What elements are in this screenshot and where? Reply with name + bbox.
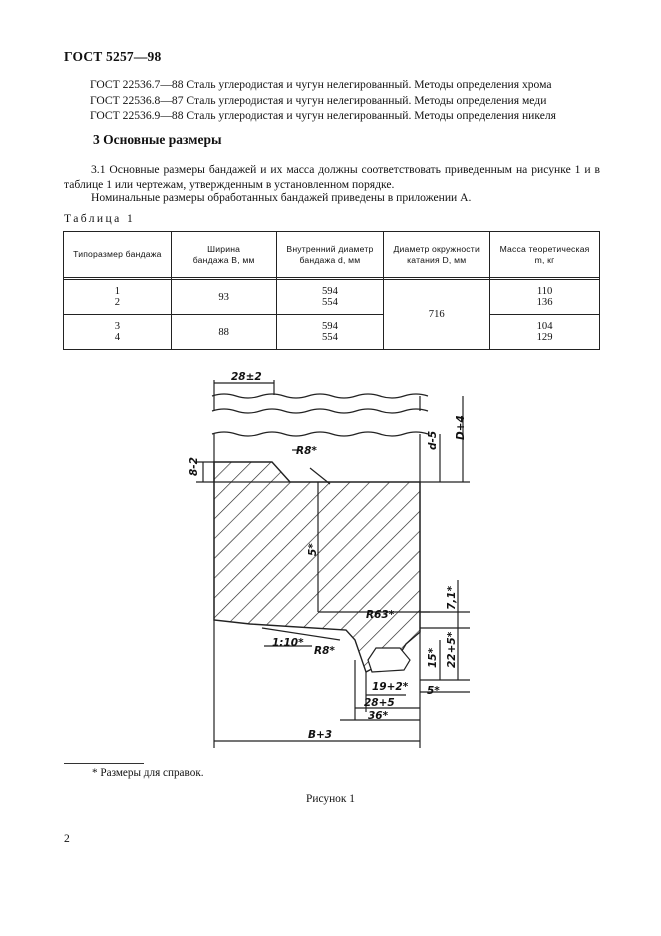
label-36: 36* [368,710,389,722]
page-number: 2 [64,832,70,845]
figure-1-drawing [0,360,661,760]
table-header-row [64,232,600,278]
footnote: * Размеры для справок. [92,767,204,779]
paragraph-annex-note: Номинальные размеры обработанных бандажей приведены в приложении А. [91,191,472,204]
cell-rolling-diameter: 716 [384,280,490,350]
label-slope: 1:10* [272,637,304,649]
cell-inner: 594 554 [276,315,384,350]
header-mass: Масса теоретическая m, кг [490,232,600,278]
label-71: 7,1* [446,585,458,610]
label-r63: R63* [366,609,395,621]
label-22: 22+5* [446,631,458,668]
header-width: Ширина бандажа B, мм [171,232,276,278]
label-5b: 5* [427,685,440,697]
table-1 [63,231,600,350]
label-width-top: 28±2 [231,371,262,383]
label-D: D+4 [455,415,467,440]
table-caption: Таблица 1 [64,212,136,225]
break-line [212,432,428,436]
cell-mass: 104 129 [490,315,600,350]
label-8: 8-2 [188,457,200,476]
cell-width: 93 [171,280,276,315]
cell-types: 1 2 [64,280,172,315]
figure-caption: Рисунок 1 [306,793,355,805]
reference-line: ГОСТ 22536.8—87 Сталь углеродистая и чугун нелегированный. Методы определения меди [90,93,547,107]
paragraph-3-1: 3.1 Основные размеры бандажей и их масса должны соответствовать приведенным на рисунке 1 и в таблице 1 или чертежам, утвержденным в установленном порядке. [64,163,600,192]
break-line [212,394,428,398]
table-row [64,315,600,350]
label-28: 28+5 [364,697,395,709]
label-19: 19+2* [372,681,409,693]
table-row [64,280,600,315]
break-line [212,409,428,413]
label-5: 5* [307,543,319,556]
header-rolling-diameter: Диаметр окружности катания D, мм [384,232,490,278]
cell-width: 88 [171,315,276,350]
header-type: Типоразмер бандажа [64,232,172,278]
cell-types: 3 4 [64,315,172,350]
tire-section [214,462,420,672]
page-header-standard: ГОСТ 5257—98 [64,49,162,64]
label-r-top: R8* [296,445,317,457]
header-inner-diameter: Внутренний диаметр бандажа d, мм [276,232,384,278]
label-r8b: R8* [314,645,335,657]
footnote-divider [64,763,144,764]
cell-inner: 594 554 [276,280,384,315]
reference-line: ГОСТ 22536.7—88 Сталь углеродистая и чугун нелегированный. Методы определения хрома [90,78,552,91]
section-title: 3 Основные размеры [93,132,222,147]
reference-line: ГОСТ 22536.9—88 Сталь углеродистая и чугун нелегированный. Методы определения никеля [90,109,556,122]
label-B: B+3 [308,729,333,741]
label-15: 15* [427,647,439,668]
cell-mass: 110 136 [490,280,600,315]
label-d: d-5 [427,430,439,450]
references-list [90,77,610,124]
